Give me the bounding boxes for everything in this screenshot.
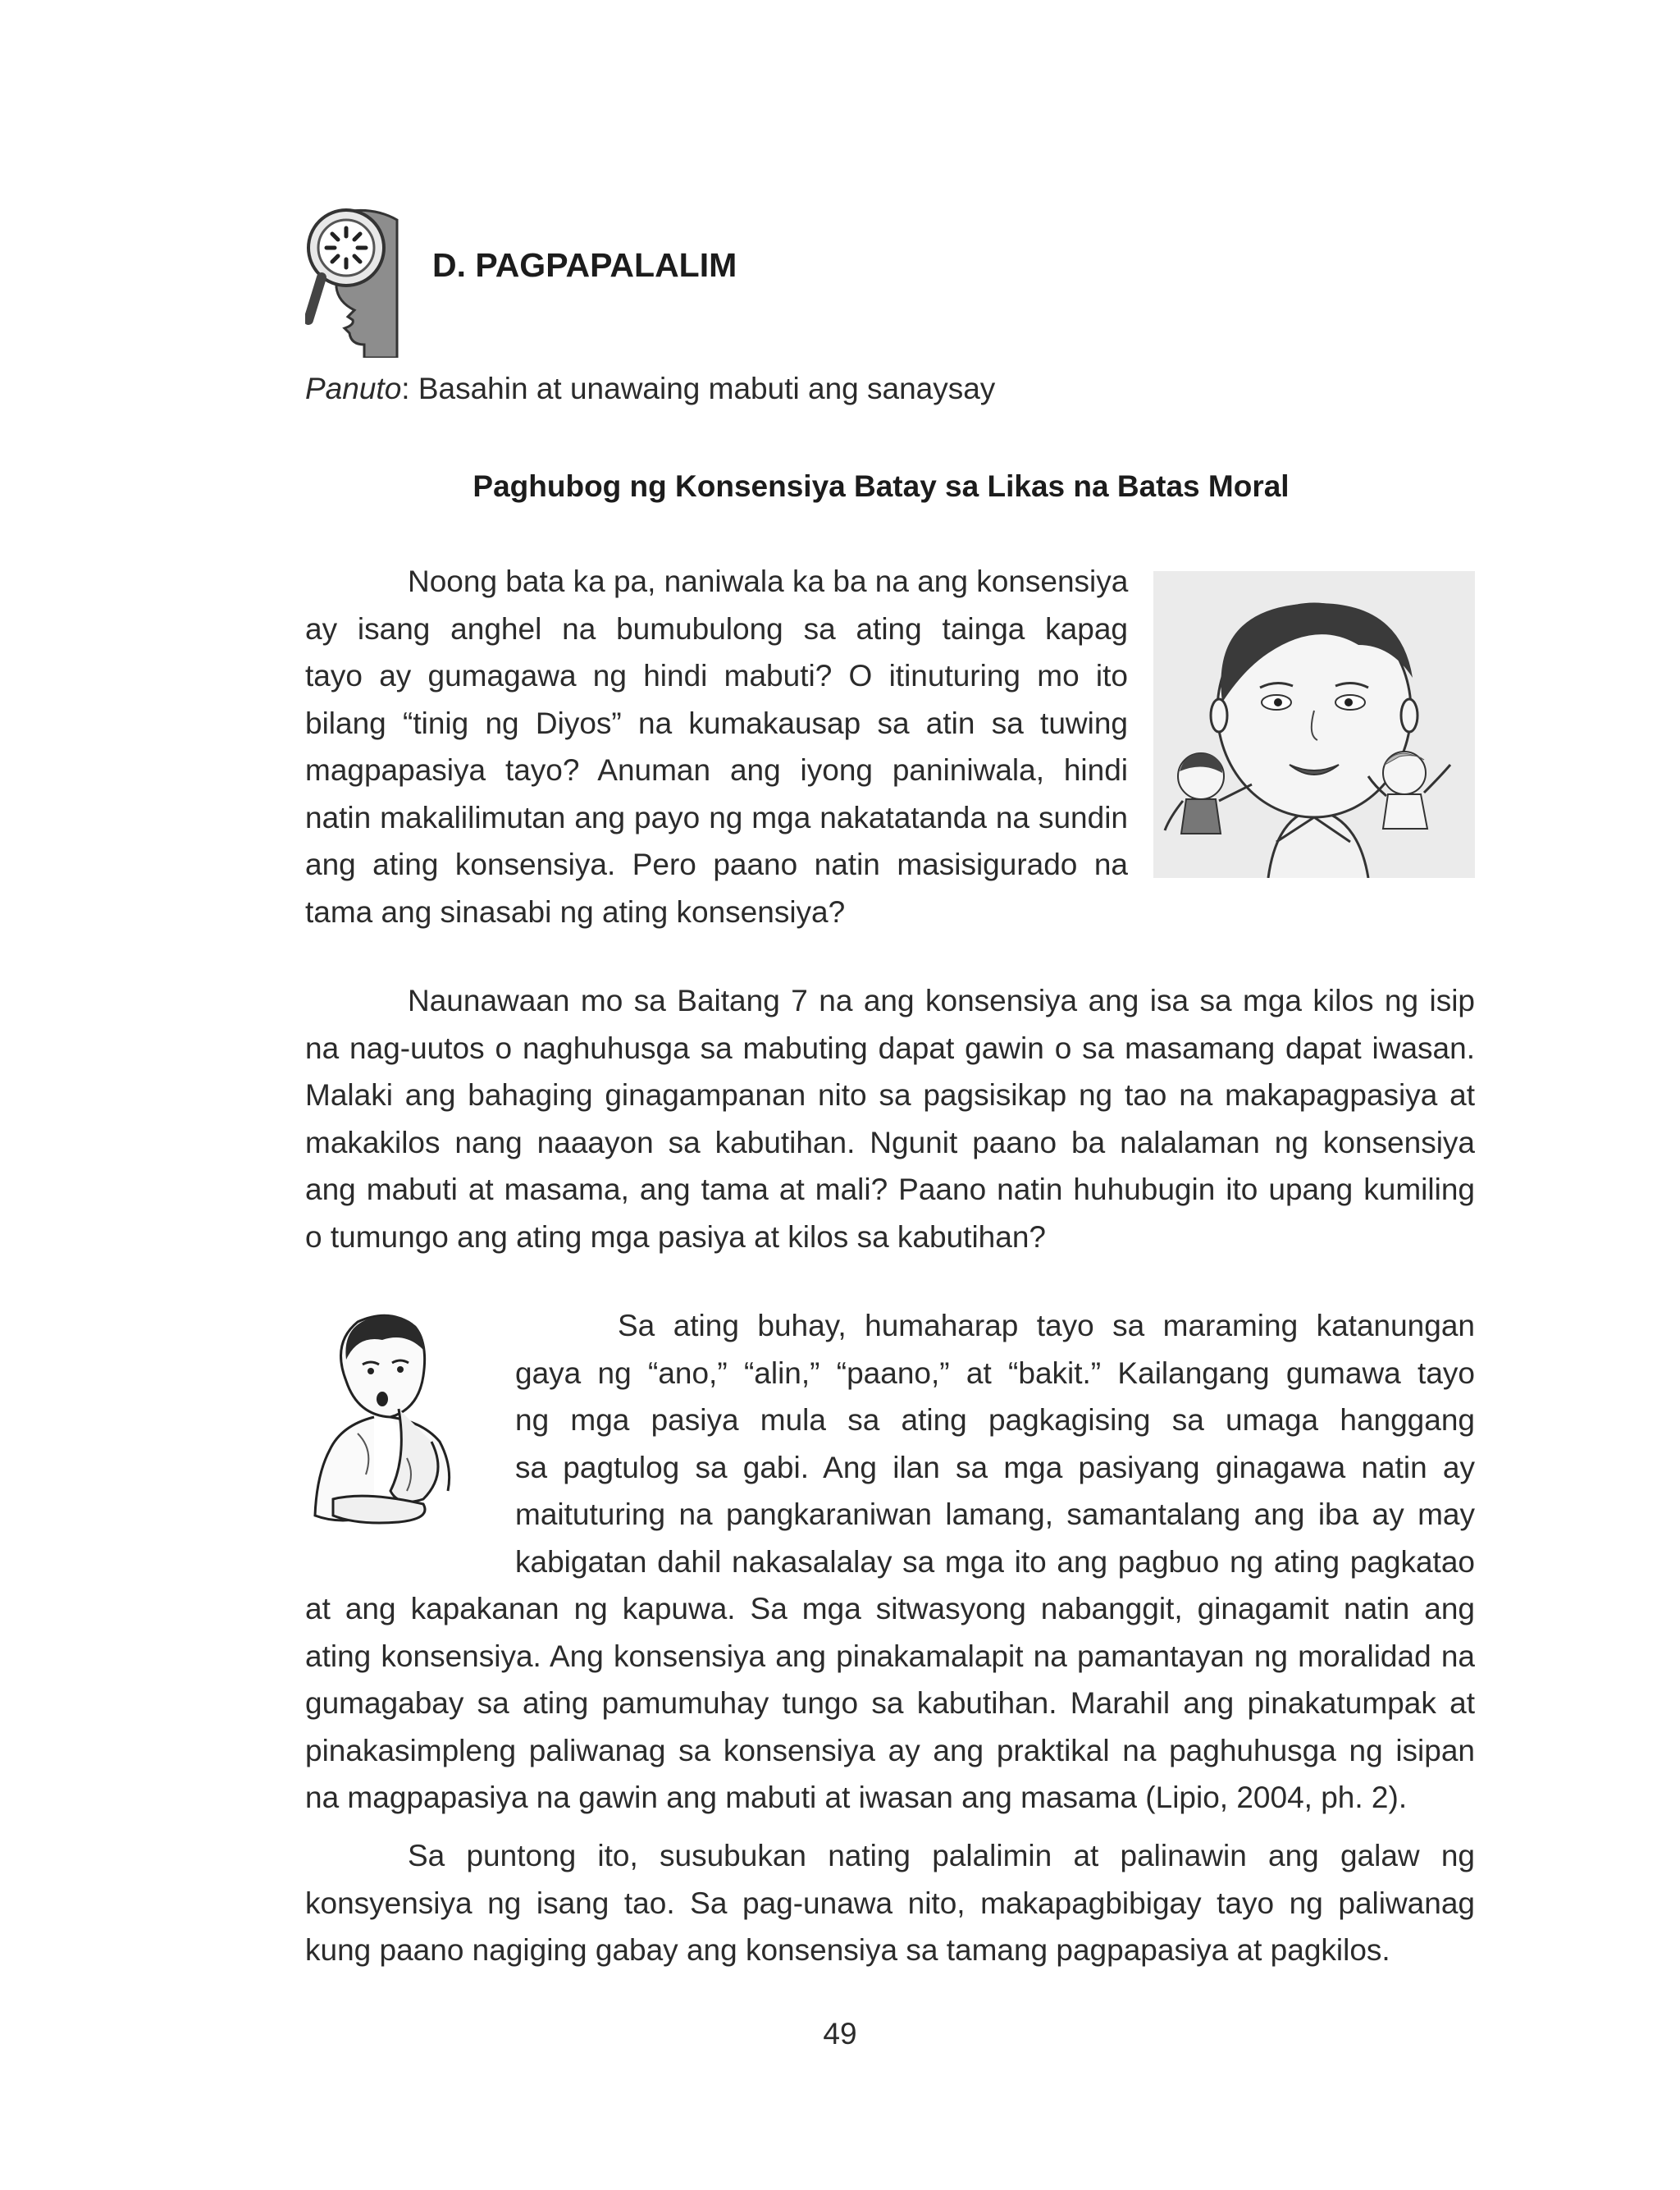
paragraph-line: kabigatan dahil nakasalalay sa mga ito ang pagbuo ng ating pagkatao [515, 1544, 1475, 1579]
paragraph-line: ating konsensiya. Ang konsensiya ang pinakamalapit na pamantayan ng moralidad na [305, 1639, 1475, 1673]
paragraph-line: o tumungo ang ating mga pasiya at kilos sa kabutihan? [305, 1219, 1046, 1254]
instruction [305, 372, 995, 406]
thinking-man-illustration [308, 1310, 489, 1530]
paragraph-3-full [305, 1585, 1475, 1822]
paragraph-line: na magpapasiya na gawin ang mabuti at iwasan ang masama (Lipio, 2004, ph. 2). [305, 1781, 1408, 1814]
paragraph-line: konsyensiya ng isang tao. Sa pag-unawa nito, makapagbibigay tayo ng paliwanag [305, 1886, 1475, 1920]
instruction-text: : Basahin at unawaing mabuti ang sanaysay [401, 372, 996, 405]
paragraph-4 [305, 1832, 1475, 1974]
paragraph-line: bilang “tinig ng Diyos” na kumakausap sa atin sa tuwing [305, 706, 1128, 740]
paragraph-line: sa pagtulog sa gabi. Ang ilan sa mga pasiyang ginagawa natin ay [515, 1450, 1475, 1484]
paragraph-line: ng mga pasiya mula sa ating pagkagising sa umaga hanggang [515, 1403, 1475, 1437]
paragraph-line: gumagabay sa ating pamumuhay tungo sa kabutihan. Marahil ang pinakatumpak at [305, 1686, 1475, 1720]
paragraph-line: Malaki ang bahaging ginagampanan nito sa pagsisikap ng tao na makapagpasiya at [305, 1078, 1475, 1112]
paragraph-line: Sa puntong ito, susubukan nating palalimin at palinawin ang galaw ng [408, 1839, 1475, 1872]
paragraph-line: ang mabuti at masama, ang tama at mali? Paano natin huhubugin ito upang kumiling [305, 1173, 1475, 1206]
paragraph-line: Noong bata ka pa, naniwala ka ba na ang konsensiya [408, 565, 1129, 598]
paragraph-line: ay isang anghel na bumubulong sa ating tainga kapag [305, 611, 1128, 646]
paragraph-line: ang ating konsensiya. Pero paano natin masisigurado na [305, 848, 1128, 881]
paragraph-line: natin makalilimutan ang payo ng mga nakatatanda na sundin [305, 800, 1128, 834]
paragraph-line: magpapasiya tayo? Anuman ang iyong paniniwala, hindi [305, 753, 1128, 787]
paragraph-2 [305, 977, 1475, 1260]
paragraph-line: at ang kapakanan ng kapuwa. Sa mga sitwasyong nabanggit, ginagamit natin ang [305, 1592, 1475, 1625]
paragraph-1 [305, 558, 1128, 935]
paragraph-line: Naunawaan mo sa Baitang 7 na ang konsensiya ang isa sa mga kilos ng isip [408, 984, 1475, 1017]
essay-title: Paghubog ng Konsensiya Batay sa Likas na Batas Moral [472, 469, 1290, 503]
magnifier-head-icon [305, 205, 412, 358]
paragraph-line: kung paano nagiging gabay ang konsensiya sa tamang pagpapasiya at pagkilos. [305, 1933, 1390, 1967]
paragraph-3-wrapped [515, 1302, 1475, 1585]
section-title: D. PAGPAPALALIM [432, 246, 737, 284]
paragraph-line: tama ang sinasabi ng ating konsensiya? [305, 894, 846, 929]
boy-with-angel-and-devil-illustration [1153, 571, 1475, 878]
paragraph-line: gaya ng “ano,” “alin,” “paano,” at “bakit.” Kailangang gumawa tayo [515, 1356, 1475, 1390]
instruction-label: Panuto [305, 372, 402, 405]
paragraph-line: na nag-uutos o naghuhusga sa mabuting dapat gawin o sa masamang dapat iwasan. [305, 1031, 1475, 1065]
page-number: 49 [823, 2017, 857, 2051]
paragraph-line: makakilos nang naaayon sa kabutihan. Ngunit paano ba nalalaman ng konsensiya [305, 1125, 1475, 1159]
paragraph-line: pinakasimpleng paliwanag sa konsensiya ay ang praktikal na paghuhusga ng isipan [305, 1733, 1475, 1767]
paragraph-line: tayo ay gumagawa ng hindi mabuti? O itinuturing mo ito [305, 659, 1128, 693]
paragraph-line: Sa ating buhay, humaharap tayo sa maraming katanungan [618, 1309, 1475, 1342]
paragraph-line: maituturing na pangkaraniwan lamang, samantalang ang iba ay may [515, 1497, 1475, 1531]
